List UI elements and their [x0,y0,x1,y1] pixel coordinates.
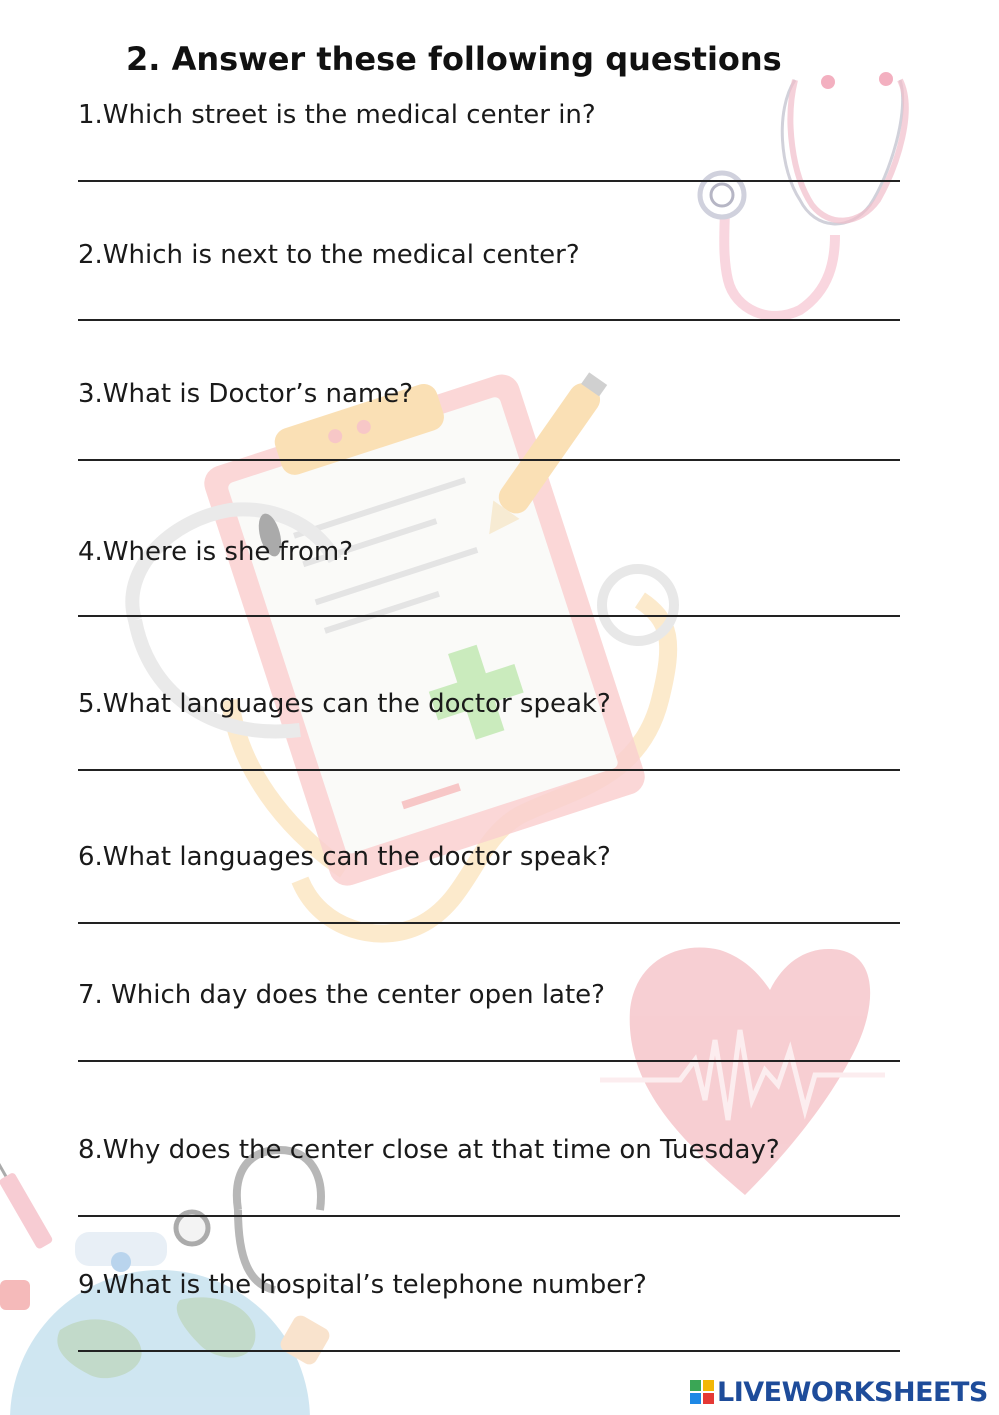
question-6: 6.What languages can the doctor speak? [78,842,611,872]
question-1: 1.Which street is the medical center in? [78,100,596,130]
question-2: 2.Which is next to the medical center? [78,240,580,270]
brand-name: LIVEWORKSHEETS [717,1376,988,1408]
answer-line-9[interactable] [78,1350,900,1352]
answer-line-1[interactable] [78,180,900,182]
question-5: 5.What languages can the doctor speak? [78,689,611,719]
question-4: 4.Where is she from? [78,537,353,567]
question-9: 9.What is the hospital’s telephone number? [78,1270,647,1300]
stethoscope-icon [700,72,906,316]
answer-line-3[interactable] [78,459,900,461]
answer-line-6[interactable] [78,922,900,924]
answer-line-5[interactable] [78,769,900,771]
answer-line-4[interactable] [78,615,900,617]
brand-footer[interactable] [690,1372,988,1412]
answer-line-8[interactable] [78,1215,900,1217]
answer-line-2[interactable] [78,319,900,321]
question-3: 3.What is Doctor’s name? [78,379,414,409]
question-8: 8.Why does the center close at that time on Tuesday? [78,1135,780,1165]
answer-line-7[interactable] [78,1060,900,1062]
liveworksheets-logo-icon [690,1380,714,1404]
worksheet-title: 2. Answer these following questions [126,40,782,78]
question-7: 7. Which day does the center open late? [78,980,605,1010]
